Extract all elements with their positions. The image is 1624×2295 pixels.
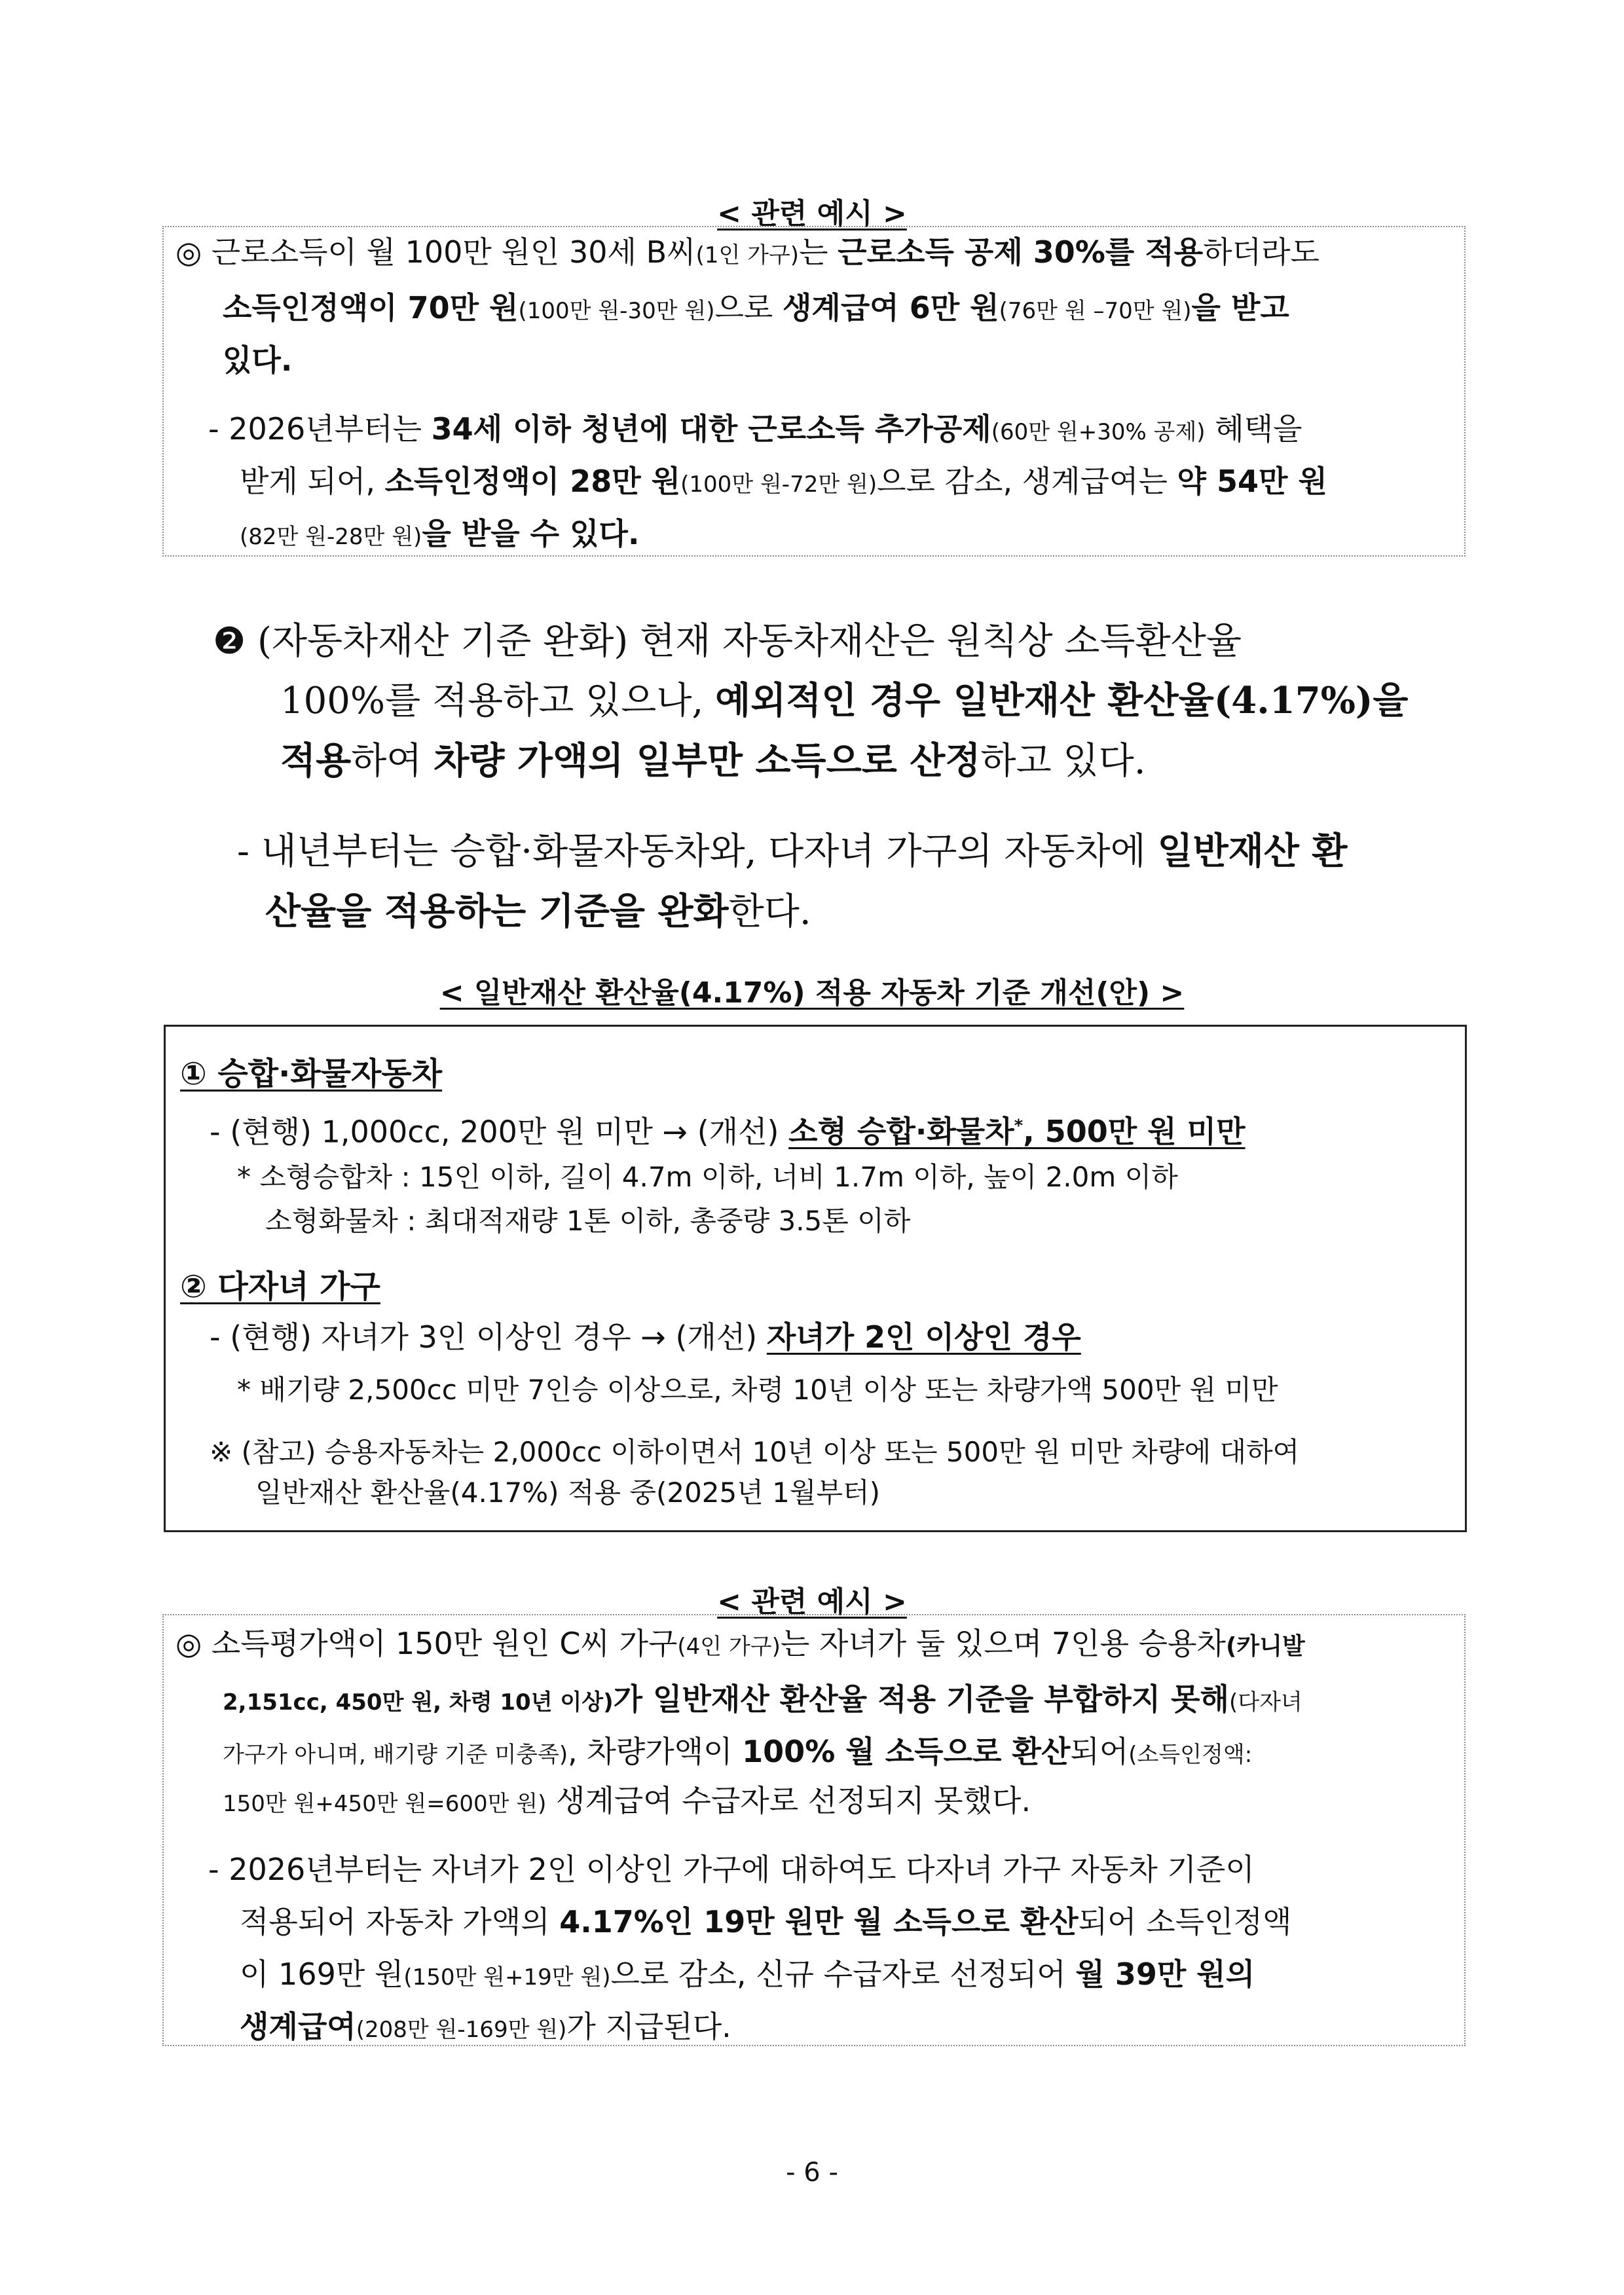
section2-line4: - 내년부터는 승합·화물자동차와, 다자녀 가구의 자동차에 일반재산 환 [237,830,1348,873]
example2-line3: 가구가 아니며, 배기량 기준 미충족), 차량가액이 100% 월 소득으로 환산되어(소득인정액: [223,1734,1253,1769]
example2-title: < 관련 예시 > [717,1585,907,1619]
example1-line1: ◎ 근로소득이 월 100만 원인 30세 B씨(1인 가구)는 근로소득 공제 30%를 적용하더라도 [175,234,1320,270]
criteria-heading-1: ① 승합·화물자동차 [180,1056,443,1092]
example1-line2: 소득인정액이 70만 원(100만 원-30만 원)으로 생계급여 6만 원(76만 원 –70만 원)을 받고 [223,290,1289,325]
section2-line5: 산율을 적용하는 기준을 완화한다. [265,890,811,933]
criteria-heading-2: ② 다자녀 가구 [180,1268,380,1305]
example1-line6: (82만 원-28만 원)을 받을 수 있다. [240,516,640,551]
criteria-2-note-1: * 배기량 2,500cc 미만 7인승 이상으로, 차령 10년 이상 또는 차량가액 500만 원 미만 [237,1374,1278,1406]
example2-line1: ◎ 소득평가액이 150만 원인 C씨 가구(4인 가구)는 자녀가 둘 있으며 7인용 승용차(카니발 [175,1626,1305,1661]
example2-line6: 적용되어 자동차 가액의 4.17%인 19만 원만 월 소득으로 환산되어 소득인정액 [240,1904,1292,1939]
criteria-2-change: - (현행) 자녀가 3인 이상인 경우 → (개선) 자녀가 2인 이상인 경우 [210,1319,1081,1355]
criteria-reference-2: 일반재산 환산율(4.17%) 적용 중(2025년 1월부터) [255,1477,880,1509]
criteria-title: < 일반재산 환산율(4.17%) 적용 자동차 기준 개선(안) > [439,976,1185,1010]
criteria-1-note-2: 소형화물차 : 최대적재량 1톤 이하, 총중량 3.5톤 이하 [265,1205,911,1237]
criteria-1-note-1: * 소형승합차 : 15인 이하, 길이 4.7m 이하, 너비 1.7m 이하, 높이 2.0m 이하 [237,1161,1178,1193]
example2-line5: - 2026년부터는 자녀가 2인 이상인 가구에 대하여도 다자녀 가구 자동차 기준이 [208,1852,1255,1887]
example2-line2: 2,151cc, 450만 원, 차령 10년 이상)가 일반재산 환산율 적용 기준을 부합하지 못해(다자녀 [223,1681,1302,1717]
example2-line4: 150만 원+450만 원=600만 원) 생계급여 수급자로 선정되지 못했다. [223,1783,1031,1818]
example1-box [162,226,1466,557]
example1-line5: 받게 되어, 소득인정액이 28만 원(100만 원-72만 원)으로 감소, 생계급여는 약 54만 원 [240,464,1327,499]
example1-line4: - 2026년부터는 34세 이하 청년에 대한 근로소득 추가공제(60만 원+30% 공제) 혜택을 [208,411,1302,447]
page-number: - 6 - [786,2157,838,2188]
example2-line8: 생계급여(208만 원-169만 원)가 지급된다. [240,2009,731,2044]
section2-line2: 100%를 적용하고 있으나, 예외적인 경우 일반재산 환산율(4.17%)을 [280,679,1409,722]
example1-line3: 있다. [223,342,293,378]
section2-line3: 적용하여 차량 가액의 일부만 소득으로 산정하고 있다. [280,739,1146,782]
criteria-reference-1: ※ (참고) 승용자동차는 2,000cc 이하이면서 10년 이상 또는 500만 원 미만 차량에 대하여 [210,1436,1300,1468]
example1-title: < 관련 예시 > [717,197,907,230]
criteria-1-change: - (현행) 1,000cc, 200만 원 미만 → (개선) 소형 승합·화물차*, 500만 원 미만 [210,1114,1246,1150]
example2-line7: 이 169만 원(150만 원+19만 원)으로 감소, 신규 수급자로 선정되어 월 39만 원의 [240,1956,1255,1992]
section-number-2: ❷ [213,620,246,663]
section2-line1: ❷ (자동차재산 기준 완화) 현재 자동차재산은 원칙상 소득환산율 [213,615,1242,668]
